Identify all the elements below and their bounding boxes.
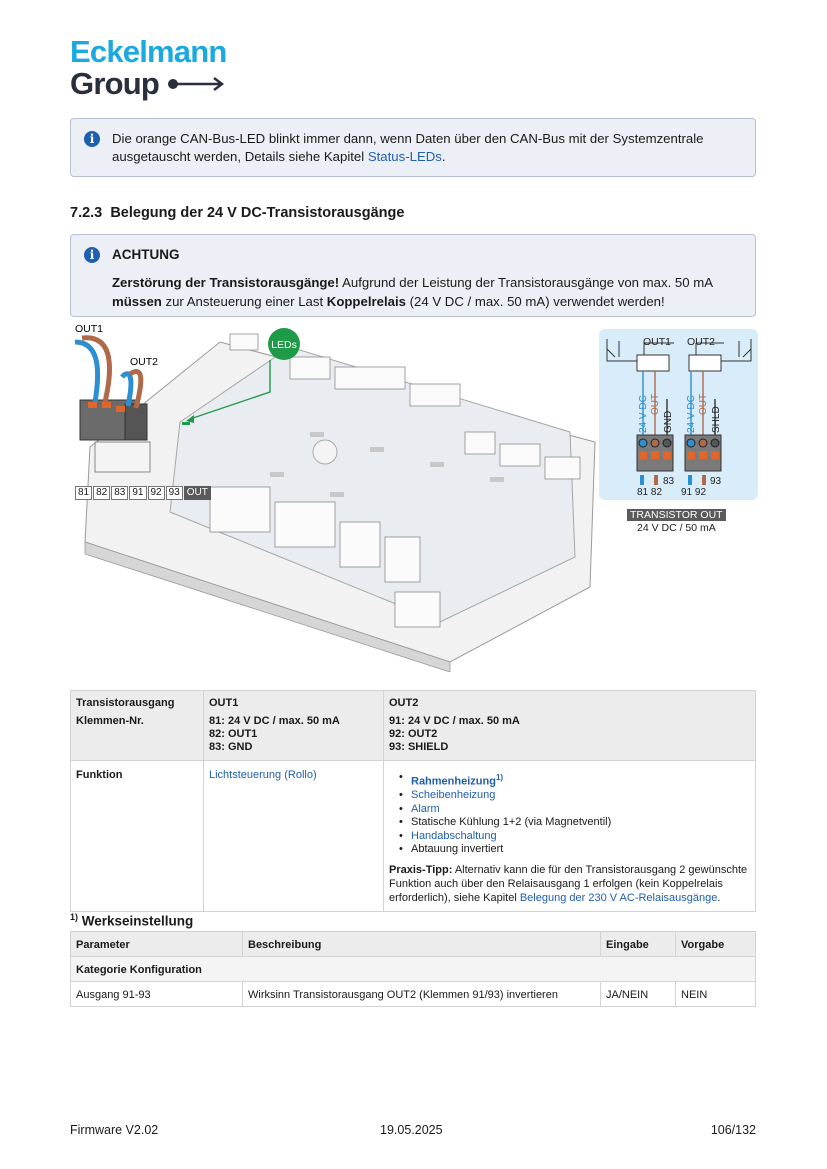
terminal-number-strip (75, 486, 212, 500)
terminal-82: 82 (93, 486, 110, 500)
category-cell: Kategorie Konfiguration (71, 957, 756, 982)
praxis-tipp-text: Alternativ kann die für den Transistorausgang 2 gewünschte Funktion auch über den Relaisausgang 1 erfolgen (kein Koppelrelais erforderlich), siehe Kapitel (389, 863, 748, 904)
table-row (71, 957, 756, 982)
footer-page: 106/132 (710, 1123, 756, 1137)
col-header-transistorausgang: Transistorausgang (76, 697, 175, 709)
panel-9192: 91 92 (681, 487, 707, 498)
transistor-output-table (70, 690, 756, 912)
alarm-link[interactable]: Alarm (411, 802, 440, 815)
praxis-tipp (389, 863, 750, 905)
panel-24vdc-1: 24 V DC (638, 395, 649, 433)
terminal-83: 83 (111, 486, 128, 500)
panel-out-1: OUT (650, 393, 661, 415)
leds-label: LEDs (271, 339, 297, 351)
table-cell: NEIN (676, 982, 756, 1007)
logo-line-1: Eckelmann (70, 34, 227, 69)
info-note (70, 118, 756, 177)
warning-text-1: Aufgrund der Leistung der Transistorausgänge von max. 50 mA (339, 275, 713, 290)
terminal-92: 92 (148, 486, 165, 500)
footnote-text: Werkseinstellung (78, 913, 194, 929)
out1-terminal-82: 82: OUT1 (209, 728, 258, 740)
warning-title: ACHTUNG (112, 247, 180, 262)
info-note-end: . (441, 149, 446, 164)
list-item (401, 843, 750, 857)
panel-out2: OUT2 (687, 336, 716, 348)
status-leds-link[interactable]: Status-LEDs (367, 149, 442, 164)
table-cell (384, 761, 756, 912)
relaisausgaenge-link[interactable]: Belegung der 230 V AC-Relaisausgänge (519, 891, 718, 904)
table-row (71, 982, 756, 1007)
footnote-marker: 1) (495, 773, 504, 782)
table-cell (71, 691, 204, 761)
panel-out1: OUT1 (643, 336, 672, 348)
col-header-out1: OUT1 (209, 697, 239, 709)
list-item (401, 816, 750, 830)
warning-text (112, 273, 747, 311)
list-item (401, 789, 750, 803)
panel-out-2: OUT (698, 393, 709, 415)
panel-83: 83 (663, 476, 675, 487)
abtauung-text: Abtauung invertiert (411, 843, 504, 856)
terminal-out: OUT (184, 486, 211, 500)
footer-firmware: Firmware V2.02 (70, 1123, 159, 1137)
arrow-icon (167, 77, 225, 91)
table-cell (384, 691, 756, 761)
section-heading (70, 205, 404, 221)
lichtsteuerung-link[interactable]: Lichtsteuerung (Rollo) (209, 769, 317, 781)
table-cell (204, 691, 384, 761)
out2-terminal-92: 92: OUT2 (389, 728, 438, 740)
warning-info-icon: i (84, 247, 100, 263)
werkseinstellung-heading (70, 912, 193, 929)
praxis-tipp-label: Praxis-Tipp: (389, 863, 453, 876)
terminal-81: 81 (75, 486, 92, 500)
footer-date: 19.05.2025 (380, 1123, 443, 1137)
table-cell: Ausgang 91-93 (71, 982, 243, 1007)
terminal-93: 93 (166, 486, 183, 500)
logo-line-2 (70, 68, 227, 100)
table-cell (204, 761, 384, 912)
terminal-91: 91 (129, 486, 146, 500)
rahmenheizung-link[interactable]: Rahmenheizung (411, 775, 496, 788)
scheibenheizung-link[interactable]: Scheibenheizung (411, 789, 496, 802)
warning-text-3: (24 V DC / max. 50 mA) verwendet werden! (405, 294, 665, 309)
list-item (401, 803, 750, 817)
out2-label: OUT2 (130, 356, 159, 368)
info-icon: i (84, 131, 100, 147)
table-cell: Wirksinn Transistorausgang OUT2 (Klemmen 91/93) invertieren (243, 982, 601, 1007)
funktion-label: Funktion (71, 761, 204, 912)
klemmen-label: Klemmen-Nr. (76, 715, 144, 727)
company-logo (70, 36, 227, 100)
warning-text-2: zur Ansteuerung einer Last (161, 294, 327, 309)
col-header-out2: OUT2 (389, 697, 419, 709)
panel-8182: 81 82 (637, 487, 663, 498)
section-number: 7.2.3 (70, 205, 103, 221)
section-title: Belegung der 24 V DC-Transistorausgänge (110, 205, 405, 221)
info-note-text (112, 130, 742, 166)
warning-box (70, 234, 756, 317)
out1-terminal-83: 83: GND (209, 741, 253, 753)
table-row (71, 691, 756, 761)
statische-kuehlung-text: Statische Kühlung 1+2 (via Magnetventil) (411, 816, 612, 829)
warning-bold-1: Zerstörung der Transistorausgänge! (112, 275, 340, 290)
table-cell: JA/NEIN (601, 982, 676, 1007)
wiring-diagram (599, 329, 758, 500)
warning-bold-3: Koppelrelais (326, 294, 406, 309)
logo-line-2-text: Group (70, 66, 159, 101)
list-item (401, 771, 750, 789)
transistor-out-caption: TRANSISTOR OUT (627, 509, 726, 521)
col-header-vorgabe: Vorgabe (676, 932, 756, 957)
panel-24vdc-2: 24 V DC (686, 395, 697, 433)
praxis-tipp-end: . (717, 891, 721, 904)
panel-93: 93 (710, 476, 722, 487)
list-item (401, 830, 750, 844)
panel-gnd: GND (663, 410, 674, 433)
out1-label: OUT1 (75, 323, 104, 335)
out2-terminal-93: 93: SHIELD (389, 741, 449, 753)
warning-bold-2: müssen (112, 294, 162, 309)
out2-function-list (389, 771, 750, 857)
out2-terminal-91: 91: 24 V DC / max. 50 mA (389, 715, 520, 727)
col-header-eingabe: Eingabe (601, 932, 676, 957)
col-header-parameter: Parameter (71, 932, 243, 957)
panel-shld: SHLD (711, 406, 722, 433)
info-note-body: Die orange CAN-Bus-LED blinkt immer dann, wenn Daten über den CAN-Bus mit der Systemzentrale ausgetauscht werden, Details siehe Kapitel (112, 131, 704, 164)
parameter-table (70, 931, 756, 1007)
handabschaltung-link[interactable]: Handabschaltung (411, 829, 497, 842)
footnote-sup: 1) (70, 912, 79, 922)
out1-terminal-81: 81: 24 V DC / max. 50 mA (209, 715, 340, 727)
table-row (71, 761, 756, 912)
col-header-beschreibung: Beschreibung (243, 932, 601, 957)
table-header-row (71, 932, 756, 957)
transistor-out-rating: 24 V DC / 50 mA (637, 522, 716, 534)
